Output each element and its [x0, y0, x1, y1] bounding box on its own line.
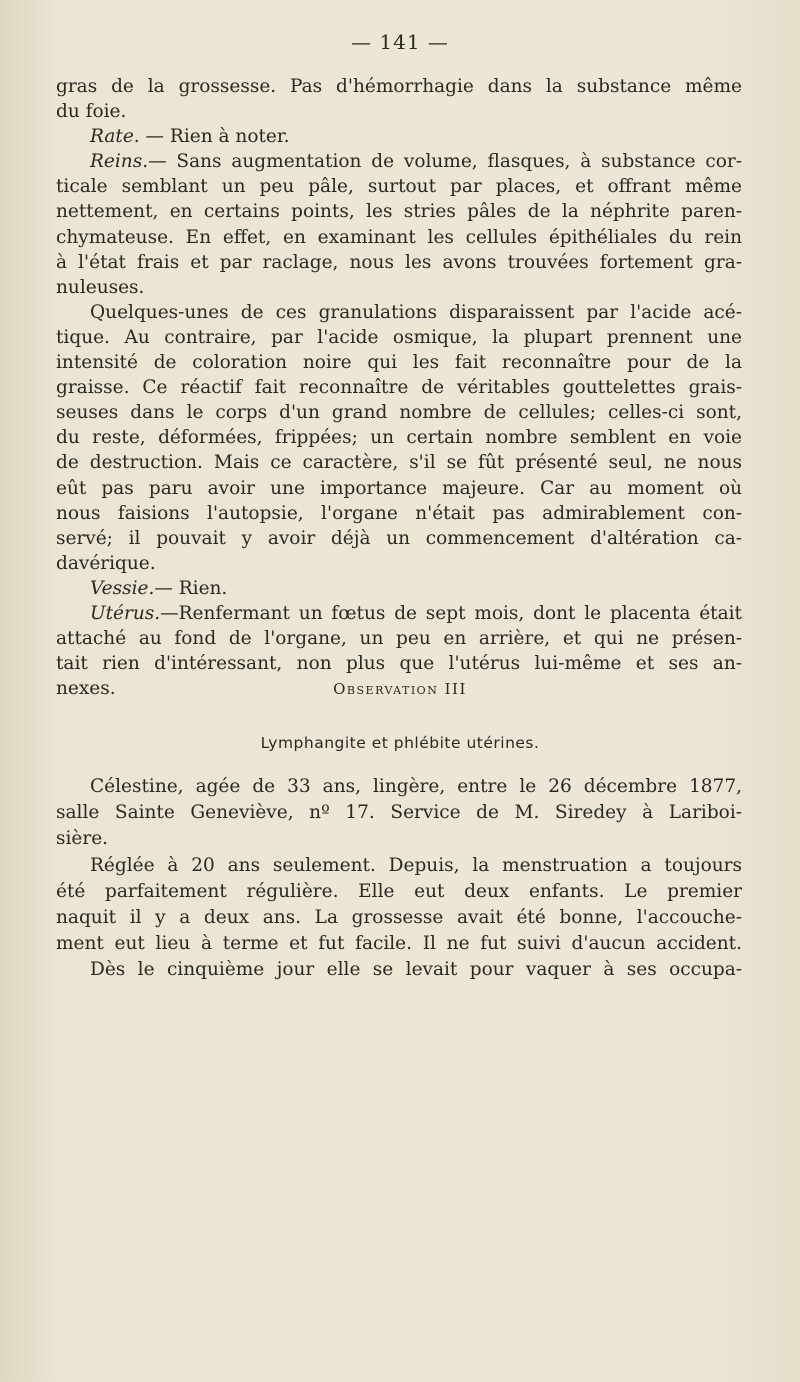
rate-label: Rate. [90, 126, 140, 148]
text-line: sière. [56, 828, 109, 850]
text-line: — Sans augmentation de volume, flasques, à substance cor- [148, 151, 742, 173]
reins-label: Reins. [90, 151, 149, 173]
text-line: à l'état frais et par raclage, nous les avons trouvées fortement gra- [56, 251, 742, 273]
text-line: nuleuses. [56, 276, 145, 298]
text-line: seuses dans le corps d'un grand nombre de cellules; celles-ci sont, [56, 402, 742, 424]
text-line: du foie. [56, 101, 127, 123]
text-line: gras de la grossesse. Pas d'hémorrhagie dans la substance même [56, 76, 742, 97]
reins-first-line [56, 149, 742, 174]
text-line: nous faisions l'autopsie, l'organe n'était pas admirablement con- [56, 502, 742, 524]
text-line: ticale semblant un peu pâle, surtout par places, et offrant même [56, 176, 742, 198]
rate-text: — Rien à noter. [139, 126, 290, 148]
text-line: nettement, en certains points, les stries pâles de la néphrite paren- [56, 201, 742, 223]
text-line: Réglée à 20 ans seulement. Depuis, la menstruation a toujours [90, 854, 742, 876]
text-line: salle Sainte Geneviève, nº 17. Service de M. Siredey à Lariboi- [56, 802, 742, 824]
uterus-label: Utérus. [90, 602, 161, 624]
uterus-first-line [56, 601, 742, 626]
vessie-paragraph [56, 576, 742, 601]
text-line: attaché au fond de l'organe, un peu en arrière, et qui ne présen- [56, 628, 742, 650]
text-block-observation [56, 774, 742, 984]
text-line: Dès le cinquième jour elle se levait pour vaquer à ses occupa- [90, 959, 742, 981]
page-number: — 141 — [351, 30, 449, 54]
text-line: davérique. [56, 552, 156, 574]
text-line: servé; il pouvait y avoir déjà un commencement d'altération ca- [56, 527, 742, 549]
text-block-autopsy [56, 74, 742, 701]
vessie-label: Vessie. [90, 577, 155, 599]
text-line: été parfaitement régulière. Elle eut deux enfants. Le premier [56, 880, 742, 902]
text-line: eût pas paru avoir une importance majeure. Car au moment où [56, 477, 742, 499]
observation-subtitle: Lymphangite et phlébite utérines. [260, 734, 540, 752]
text-line: chymateuse. En effet, en examinant les cellules épithéliales du rein [56, 226, 742, 248]
text-line: Célestine, agée de 33 ans, lingère, entre le 26 décembre 1877, [90, 776, 742, 797]
text-line: tique. Au contraire, par l'acide osmique, la plupart prennent une [56, 326, 742, 348]
text-line: Quelques-unes de ces granulations disparaissent par l'acide acé- [90, 301, 742, 323]
text-line: intensité de coloration noire qui les fait reconnaître pour de la [56, 352, 742, 374]
text-line: graisse. Ce réactif fait reconnaître de véritables gouttelettes grais- [56, 377, 742, 399]
vessie-text: — Rien. [154, 577, 228, 599]
text-line: —Renfermant un fœtus de sept mois, dont le placenta était [160, 602, 742, 624]
text-line: de destruction. Mais ce caractère, s'il se fût présenté seul, ne nous [56, 452, 742, 474]
observation-title: Observation III [333, 680, 467, 698]
rate-paragraph [56, 124, 742, 149]
text-line: nexes. [56, 678, 116, 700]
text-line: ment eut lieu à terme et fut facile. Il ne fut suivi d'aucun accident. [56, 933, 742, 955]
text-line: naquit il y a deux ans. La grossesse avait été bonne, l'accouche- [56, 907, 742, 929]
text-line: du reste, déformées, frippées; un certain nombre semblent en voie [56, 427, 742, 449]
text-line: tait rien d'intéressant, non plus que l'utérus lui-même et ses an- [56, 653, 742, 675]
